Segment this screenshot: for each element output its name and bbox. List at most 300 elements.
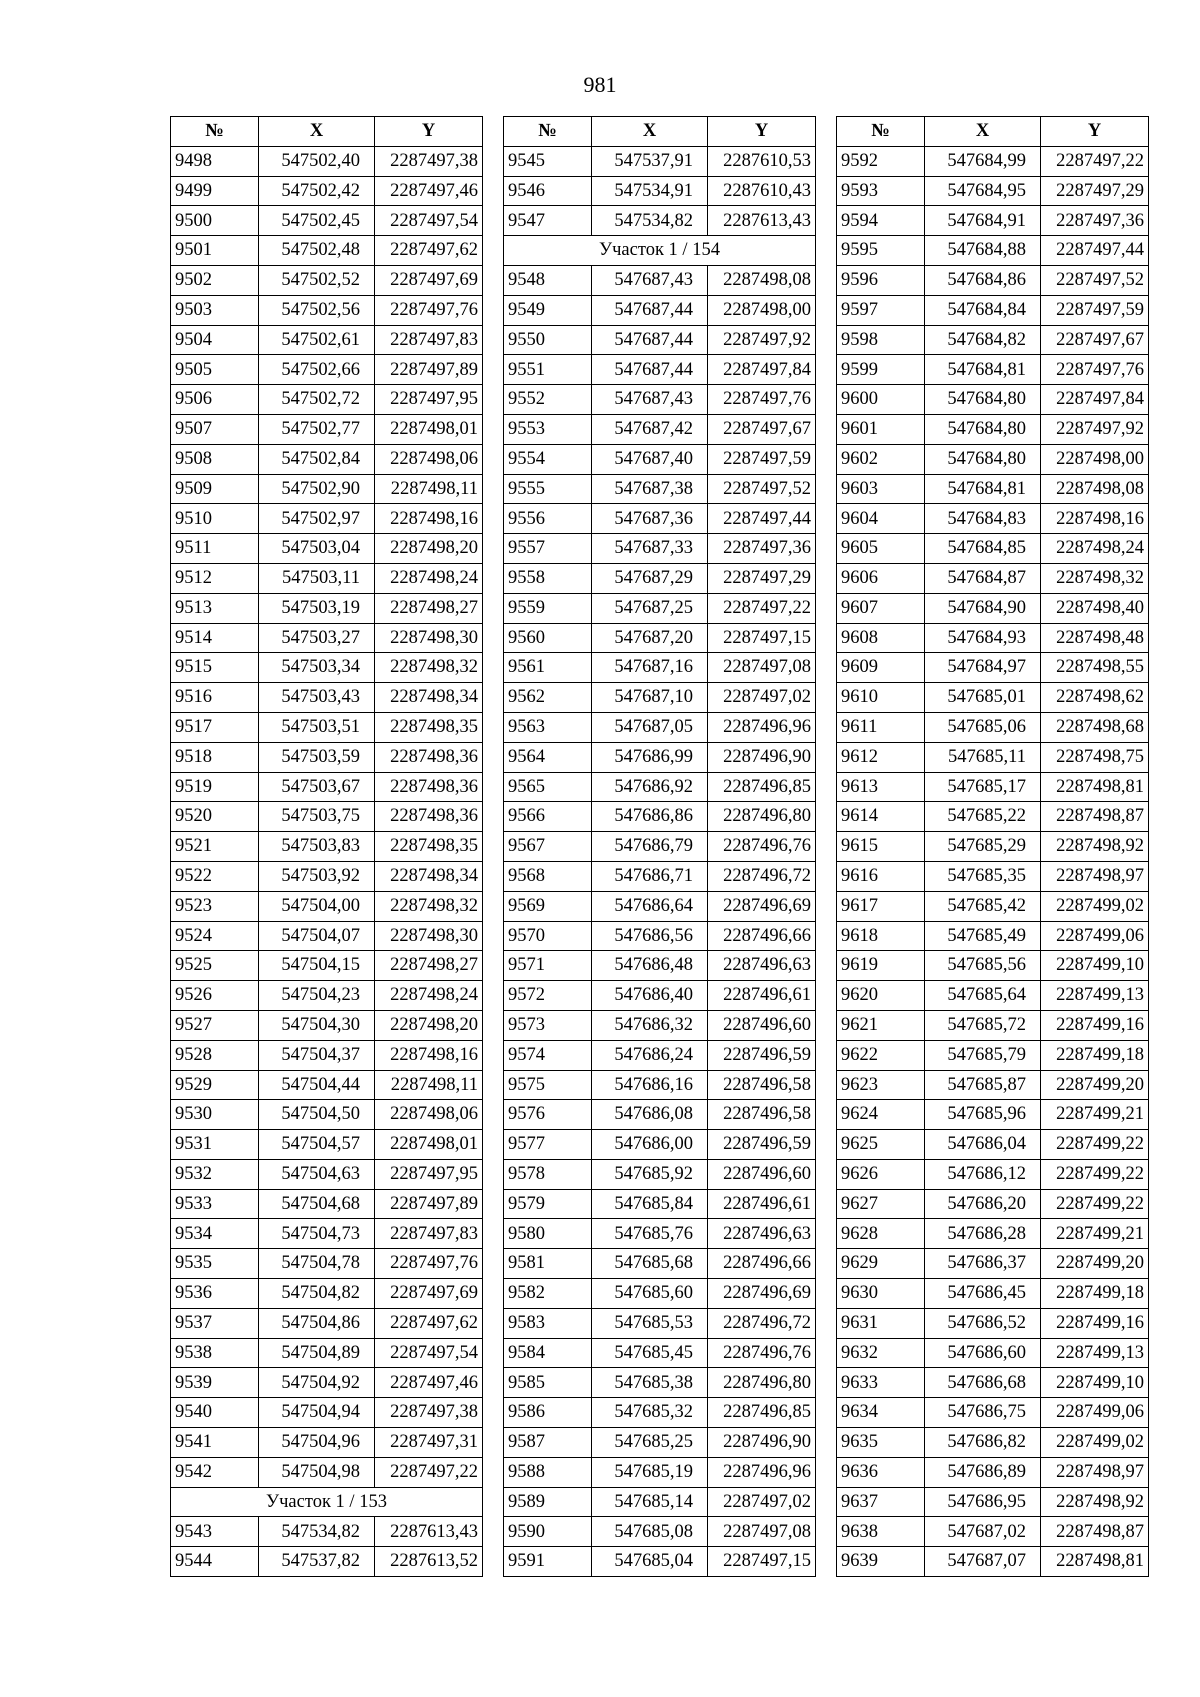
table-row [171, 861, 483, 891]
x-coordinate: 547685,11 [925, 742, 1041, 772]
point-number: 9511 [171, 534, 259, 564]
table-row [171, 1398, 483, 1428]
point-number: 9508 [171, 444, 259, 474]
point-number: 9599 [837, 355, 925, 385]
x-coordinate: 547686,71 [592, 861, 708, 891]
table-row [837, 176, 1149, 206]
x-coordinate: 547504,92 [259, 1368, 375, 1398]
table-row [504, 951, 816, 981]
table-row [504, 1338, 816, 1368]
point-number: 9632 [837, 1338, 925, 1368]
table-row [171, 1547, 483, 1577]
point-number: 9506 [171, 385, 259, 415]
table-row [837, 1070, 1149, 1100]
table-row [171, 265, 483, 295]
point-number: 9543 [171, 1517, 259, 1547]
coordinates-table-3 [836, 116, 1149, 1577]
x-coordinate: 547502,61 [259, 325, 375, 355]
table-row [837, 474, 1149, 504]
point-number: 9533 [171, 1189, 259, 1219]
point-number: 9555 [504, 474, 592, 504]
table-row [837, 1547, 1149, 1577]
y-coordinate: 2287496,85 [708, 1398, 816, 1428]
table-row [171, 921, 483, 951]
x-coordinate: 547686,08 [592, 1100, 708, 1130]
table-row [504, 1428, 816, 1458]
y-coordinate: 2287497,83 [375, 325, 483, 355]
y-coordinate: 2287497,02 [708, 1487, 816, 1517]
table-row [171, 1189, 483, 1219]
table-row [171, 653, 483, 683]
point-number: 9510 [171, 504, 259, 534]
y-coordinate: 2287497,52 [708, 474, 816, 504]
x-coordinate: 547503,04 [259, 534, 375, 564]
point-number: 9562 [504, 683, 592, 713]
table-row [504, 1040, 816, 1070]
point-number: 9532 [171, 1159, 259, 1189]
point-number: 9585 [504, 1368, 592, 1398]
table-row [837, 653, 1149, 683]
table-row [171, 712, 483, 742]
table-row [171, 1368, 483, 1398]
table-row [837, 414, 1149, 444]
x-coordinate: 547502,40 [259, 146, 375, 176]
point-number: 9628 [837, 1219, 925, 1249]
y-coordinate: 2287497,08 [708, 653, 816, 683]
point-number: 9620 [837, 981, 925, 1011]
y-coordinate: 2287498,68 [1041, 712, 1149, 742]
table-row [171, 683, 483, 713]
x-coordinate: 547684,81 [925, 474, 1041, 504]
y-coordinate: 2287498,00 [1041, 444, 1149, 474]
y-coordinate: 2287499,10 [1041, 1368, 1149, 1398]
table-row [171, 146, 483, 176]
table-row [171, 772, 483, 802]
table-row [504, 832, 816, 862]
y-coordinate: 2287498,16 [375, 1040, 483, 1070]
y-coordinate: 2287497,54 [375, 206, 483, 236]
table-row [504, 1368, 816, 1398]
point-number: 9530 [171, 1100, 259, 1130]
y-coordinate: 2287497,46 [375, 1368, 483, 1398]
point-number: 9612 [837, 742, 925, 772]
table-row [504, 1189, 816, 1219]
x-coordinate: 547685,64 [925, 981, 1041, 1011]
point-number: 9608 [837, 623, 925, 653]
table-row [837, 534, 1149, 564]
y-coordinate: 2287498,35 [375, 712, 483, 742]
point-number: 9623 [837, 1070, 925, 1100]
point-number: 9615 [837, 832, 925, 862]
y-coordinate: 2287497,54 [375, 1338, 483, 1368]
point-number: 9588 [504, 1457, 592, 1487]
point-number: 9617 [837, 891, 925, 921]
table-row [171, 1428, 483, 1458]
table-row [837, 1130, 1149, 1160]
table-row [504, 176, 816, 206]
table-row [171, 1457, 483, 1487]
table-row [171, 891, 483, 921]
point-number: 9500 [171, 206, 259, 236]
x-coordinate: 547503,51 [259, 712, 375, 742]
y-coordinate: 2287613,52 [375, 1547, 483, 1577]
x-coordinate: 547685,68 [592, 1249, 708, 1279]
table-row [504, 1100, 816, 1130]
point-number: 9552 [504, 385, 592, 415]
x-coordinate: 547684,95 [925, 176, 1041, 206]
y-coordinate: 2287498,30 [375, 623, 483, 653]
x-coordinate: 547685,06 [925, 712, 1041, 742]
x-coordinate: 547686,28 [925, 1219, 1041, 1249]
x-coordinate: 547686,92 [592, 772, 708, 802]
y-coordinate: 2287498,36 [375, 772, 483, 802]
point-number: 9560 [504, 623, 592, 653]
table-row [171, 1219, 483, 1249]
y-coordinate: 2287497,22 [375, 1457, 483, 1487]
x-coordinate: 547684,99 [925, 146, 1041, 176]
y-coordinate: 2287496,66 [708, 921, 816, 951]
table-row [837, 385, 1149, 415]
table-row [504, 891, 816, 921]
y-coordinate: 2287498,97 [1041, 1457, 1149, 1487]
y-coordinate: 2287496,90 [708, 1428, 816, 1458]
x-coordinate: 547685,72 [925, 1010, 1041, 1040]
point-number: 9505 [171, 355, 259, 385]
x-coordinate: 547504,73 [259, 1219, 375, 1249]
point-number: 9546 [504, 176, 592, 206]
point-number: 9634 [837, 1398, 925, 1428]
y-coordinate: 2287496,69 [708, 1279, 816, 1309]
x-coordinate: 547686,04 [925, 1130, 1041, 1160]
y-coordinate: 2287498,08 [708, 265, 816, 295]
table-header-row [504, 117, 816, 147]
x-coordinate: 547534,82 [592, 206, 708, 236]
y-coordinate: 2287498,06 [375, 1100, 483, 1130]
x-coordinate: 547502,52 [259, 265, 375, 295]
point-number: 9570 [504, 921, 592, 951]
y-coordinate: 2287498,62 [1041, 683, 1149, 713]
point-number: 9606 [837, 563, 925, 593]
x-coordinate: 547534,91 [592, 176, 708, 206]
table-row [837, 1189, 1149, 1219]
x-coordinate: 547502,48 [259, 236, 375, 266]
point-number: 9536 [171, 1279, 259, 1309]
y-coordinate: 2287498,36 [375, 802, 483, 832]
point-number: 9611 [837, 712, 925, 742]
table-row [504, 1159, 816, 1189]
y-coordinate: 2287497,59 [708, 444, 816, 474]
point-number: 9568 [504, 861, 592, 891]
point-number: 9567 [504, 832, 592, 862]
y-coordinate: 2287499,18 [1041, 1279, 1149, 1309]
x-coordinate: 547686,40 [592, 981, 708, 1011]
point-number: 9524 [171, 921, 259, 951]
table-row [504, 1219, 816, 1249]
x-coordinate: 547687,29 [592, 563, 708, 593]
x-coordinate: 547684,80 [925, 444, 1041, 474]
x-coordinate: 547503,43 [259, 683, 375, 713]
point-number: 9590 [504, 1517, 592, 1547]
y-coordinate: 2287496,61 [708, 981, 816, 1011]
x-coordinate: 547504,82 [259, 1279, 375, 1309]
y-coordinate: 2287497,76 [375, 295, 483, 325]
x-coordinate: 547503,11 [259, 563, 375, 593]
x-coordinate: 547686,89 [925, 1457, 1041, 1487]
point-number: 9547 [504, 206, 592, 236]
table-row [171, 295, 483, 325]
table-row [504, 593, 816, 623]
table-row [837, 1398, 1149, 1428]
table-row [837, 683, 1149, 713]
table-row [171, 176, 483, 206]
point-number: 9512 [171, 563, 259, 593]
point-number: 9598 [837, 325, 925, 355]
x-coordinate: 547504,30 [259, 1010, 375, 1040]
point-number: 9521 [171, 832, 259, 862]
point-number: 9600 [837, 385, 925, 415]
point-number: 9503 [171, 295, 259, 325]
x-coordinate: 547504,86 [259, 1308, 375, 1338]
table-row [504, 385, 816, 415]
table-row [837, 236, 1149, 266]
point-number: 9561 [504, 653, 592, 683]
table-row [837, 1040, 1149, 1070]
y-coordinate: 2287498,30 [375, 921, 483, 951]
point-number: 9523 [171, 891, 259, 921]
table-row [171, 802, 483, 832]
point-number: 9525 [171, 951, 259, 981]
y-coordinate: 2287496,60 [708, 1159, 816, 1189]
point-number: 9574 [504, 1040, 592, 1070]
point-number: 9587 [504, 1428, 592, 1458]
y-coordinate: 2287499,16 [1041, 1308, 1149, 1338]
x-coordinate: 547504,94 [259, 1398, 375, 1428]
y-coordinate: 2287498,92 [1041, 1487, 1149, 1517]
y-coordinate: 2287497,44 [1041, 236, 1149, 266]
point-number: 9572 [504, 981, 592, 1011]
y-coordinate: 2287499,21 [1041, 1219, 1149, 1249]
y-coordinate: 2287497,84 [708, 355, 816, 385]
y-coordinate: 2287499,02 [1041, 891, 1149, 921]
x-coordinate: 547685,49 [925, 921, 1041, 951]
y-coordinate: 2287499,10 [1041, 951, 1149, 981]
x-coordinate: 547684,87 [925, 563, 1041, 593]
y-coordinate: 2287497,95 [375, 385, 483, 415]
x-coordinate: 547685,45 [592, 1338, 708, 1368]
y-coordinate: 2287499,16 [1041, 1010, 1149, 1040]
point-number: 9613 [837, 772, 925, 802]
table-row [504, 1308, 816, 1338]
section-row [504, 236, 816, 266]
x-coordinate: 547687,02 [925, 1517, 1041, 1547]
point-number: 9619 [837, 951, 925, 981]
y-coordinate: 2287498,20 [375, 534, 483, 564]
point-number: 9586 [504, 1398, 592, 1428]
x-coordinate: 547686,86 [592, 802, 708, 832]
x-coordinate: 547502,77 [259, 414, 375, 444]
y-coordinate: 2287496,66 [708, 1249, 816, 1279]
y-coordinate: 2287497,22 [1041, 146, 1149, 176]
y-coordinate: 2287496,61 [708, 1189, 816, 1219]
x-coordinate: 547684,86 [925, 265, 1041, 295]
table-row [837, 563, 1149, 593]
table-row [171, 1100, 483, 1130]
y-coordinate: 2287496,63 [708, 1219, 816, 1249]
y-coordinate: 2287499,22 [1041, 1130, 1149, 1160]
table-row [504, 861, 816, 891]
x-coordinate: 547687,44 [592, 355, 708, 385]
x-coordinate: 547502,45 [259, 206, 375, 236]
point-number: 9638 [837, 1517, 925, 1547]
point-number: 9625 [837, 1130, 925, 1160]
x-coordinate: 547684,84 [925, 295, 1041, 325]
y-coordinate: 2287499,13 [1041, 1338, 1149, 1368]
point-number: 9624 [837, 1100, 925, 1130]
y-coordinate: 2287497,02 [708, 683, 816, 713]
y-coordinate: 2287497,92 [708, 325, 816, 355]
point-number: 9515 [171, 653, 259, 683]
x-coordinate: 547687,25 [592, 593, 708, 623]
table-row [504, 265, 816, 295]
point-number: 9621 [837, 1010, 925, 1040]
y-coordinate: 2287498,24 [1041, 534, 1149, 564]
table-row [837, 1457, 1149, 1487]
table-row [171, 1040, 483, 1070]
y-coordinate: 2287498,87 [1041, 1517, 1149, 1547]
y-coordinate: 2287496,58 [708, 1100, 816, 1130]
y-coordinate: 2287498,32 [375, 891, 483, 921]
y-coordinate: 2287497,83 [375, 1219, 483, 1249]
y-coordinate: 2287497,69 [375, 1279, 483, 1309]
x-coordinate: 547687,20 [592, 623, 708, 653]
x-coordinate: 547503,27 [259, 623, 375, 653]
y-coordinate: 2287497,31 [375, 1428, 483, 1458]
point-number: 9636 [837, 1457, 925, 1487]
point-number: 9616 [837, 861, 925, 891]
point-number: 9629 [837, 1249, 925, 1279]
table-row [504, 1070, 816, 1100]
x-coordinate: 547504,07 [259, 921, 375, 951]
header-y: Y [708, 117, 816, 147]
point-number: 9576 [504, 1100, 592, 1130]
y-coordinate: 2287497,52 [1041, 265, 1149, 295]
table-row [837, 951, 1149, 981]
x-coordinate: 547685,22 [925, 802, 1041, 832]
x-coordinate: 547686,99 [592, 742, 708, 772]
y-coordinate: 2287497,15 [708, 1547, 816, 1577]
point-number: 9578 [504, 1159, 592, 1189]
x-coordinate: 547685,32 [592, 1398, 708, 1428]
table-row [171, 474, 483, 504]
x-coordinate: 547686,75 [925, 1398, 1041, 1428]
x-coordinate: 547685,04 [592, 1547, 708, 1577]
point-number: 9520 [171, 802, 259, 832]
point-number: 9519 [171, 772, 259, 802]
point-number: 9589 [504, 1487, 592, 1517]
table-row [837, 623, 1149, 653]
x-coordinate: 547687,42 [592, 414, 708, 444]
table-row [504, 325, 816, 355]
x-coordinate: 547502,97 [259, 504, 375, 534]
point-number: 9528 [171, 1040, 259, 1070]
x-coordinate: 547685,76 [592, 1219, 708, 1249]
point-number: 9534 [171, 1219, 259, 1249]
point-number: 9622 [837, 1040, 925, 1070]
table-row [171, 1308, 483, 1338]
table-row [504, 1249, 816, 1279]
coordinates-table-2 [503, 116, 816, 1577]
x-coordinate: 547687,07 [925, 1547, 1041, 1577]
y-coordinate: 2287498,24 [375, 981, 483, 1011]
x-coordinate: 547687,16 [592, 653, 708, 683]
section-row [171, 1487, 483, 1517]
x-coordinate: 547686,32 [592, 1010, 708, 1040]
point-number: 9514 [171, 623, 259, 653]
x-coordinate: 547684,91 [925, 206, 1041, 236]
y-coordinate: 2287496,63 [708, 951, 816, 981]
y-coordinate: 2287499,06 [1041, 921, 1149, 951]
y-coordinate: 2287497,84 [1041, 385, 1149, 415]
point-number: 9627 [837, 1189, 925, 1219]
table-row [171, 981, 483, 1011]
point-number: 9558 [504, 563, 592, 593]
header-x: X [259, 117, 375, 147]
x-coordinate: 547687,44 [592, 325, 708, 355]
table-row [837, 146, 1149, 176]
table-row [837, 325, 1149, 355]
point-number: 9580 [504, 1219, 592, 1249]
x-coordinate: 547686,24 [592, 1040, 708, 1070]
x-coordinate: 547685,17 [925, 772, 1041, 802]
table-row [837, 355, 1149, 385]
x-coordinate: 547504,68 [259, 1189, 375, 1219]
y-coordinate: 2287498,92 [1041, 832, 1149, 862]
point-number: 9610 [837, 683, 925, 713]
table-row [504, 1398, 816, 1428]
x-coordinate: 547687,38 [592, 474, 708, 504]
x-coordinate: 547686,20 [925, 1189, 1041, 1219]
table-header-row [837, 117, 1149, 147]
y-coordinate: 2287496,80 [708, 1368, 816, 1398]
x-coordinate: 547503,75 [259, 802, 375, 832]
y-coordinate: 2287497,29 [1041, 176, 1149, 206]
point-number: 9551 [504, 355, 592, 385]
y-coordinate: 2287497,36 [1041, 206, 1149, 236]
y-coordinate: 2287499,21 [1041, 1100, 1149, 1130]
x-coordinate: 547687,05 [592, 712, 708, 742]
point-number: 9538 [171, 1338, 259, 1368]
y-coordinate: 2287497,62 [375, 1308, 483, 1338]
table-row [837, 1010, 1149, 1040]
table-row [504, 563, 816, 593]
table-row [171, 236, 483, 266]
x-coordinate: 547502,72 [259, 385, 375, 415]
table-row [504, 683, 816, 713]
y-coordinate: 2287497,46 [375, 176, 483, 206]
table-row [837, 772, 1149, 802]
x-coordinate: 547685,96 [925, 1100, 1041, 1130]
table-row [171, 1159, 483, 1189]
table-row [171, 623, 483, 653]
y-coordinate: 2287497,59 [1041, 295, 1149, 325]
y-coordinate: 2287499,20 [1041, 1249, 1149, 1279]
point-number: 9535 [171, 1249, 259, 1279]
y-coordinate: 2287497,76 [708, 385, 816, 415]
table-row [171, 1279, 483, 1309]
y-coordinate: 2287498,27 [375, 593, 483, 623]
x-coordinate: 547685,38 [592, 1368, 708, 1398]
table-row [837, 504, 1149, 534]
